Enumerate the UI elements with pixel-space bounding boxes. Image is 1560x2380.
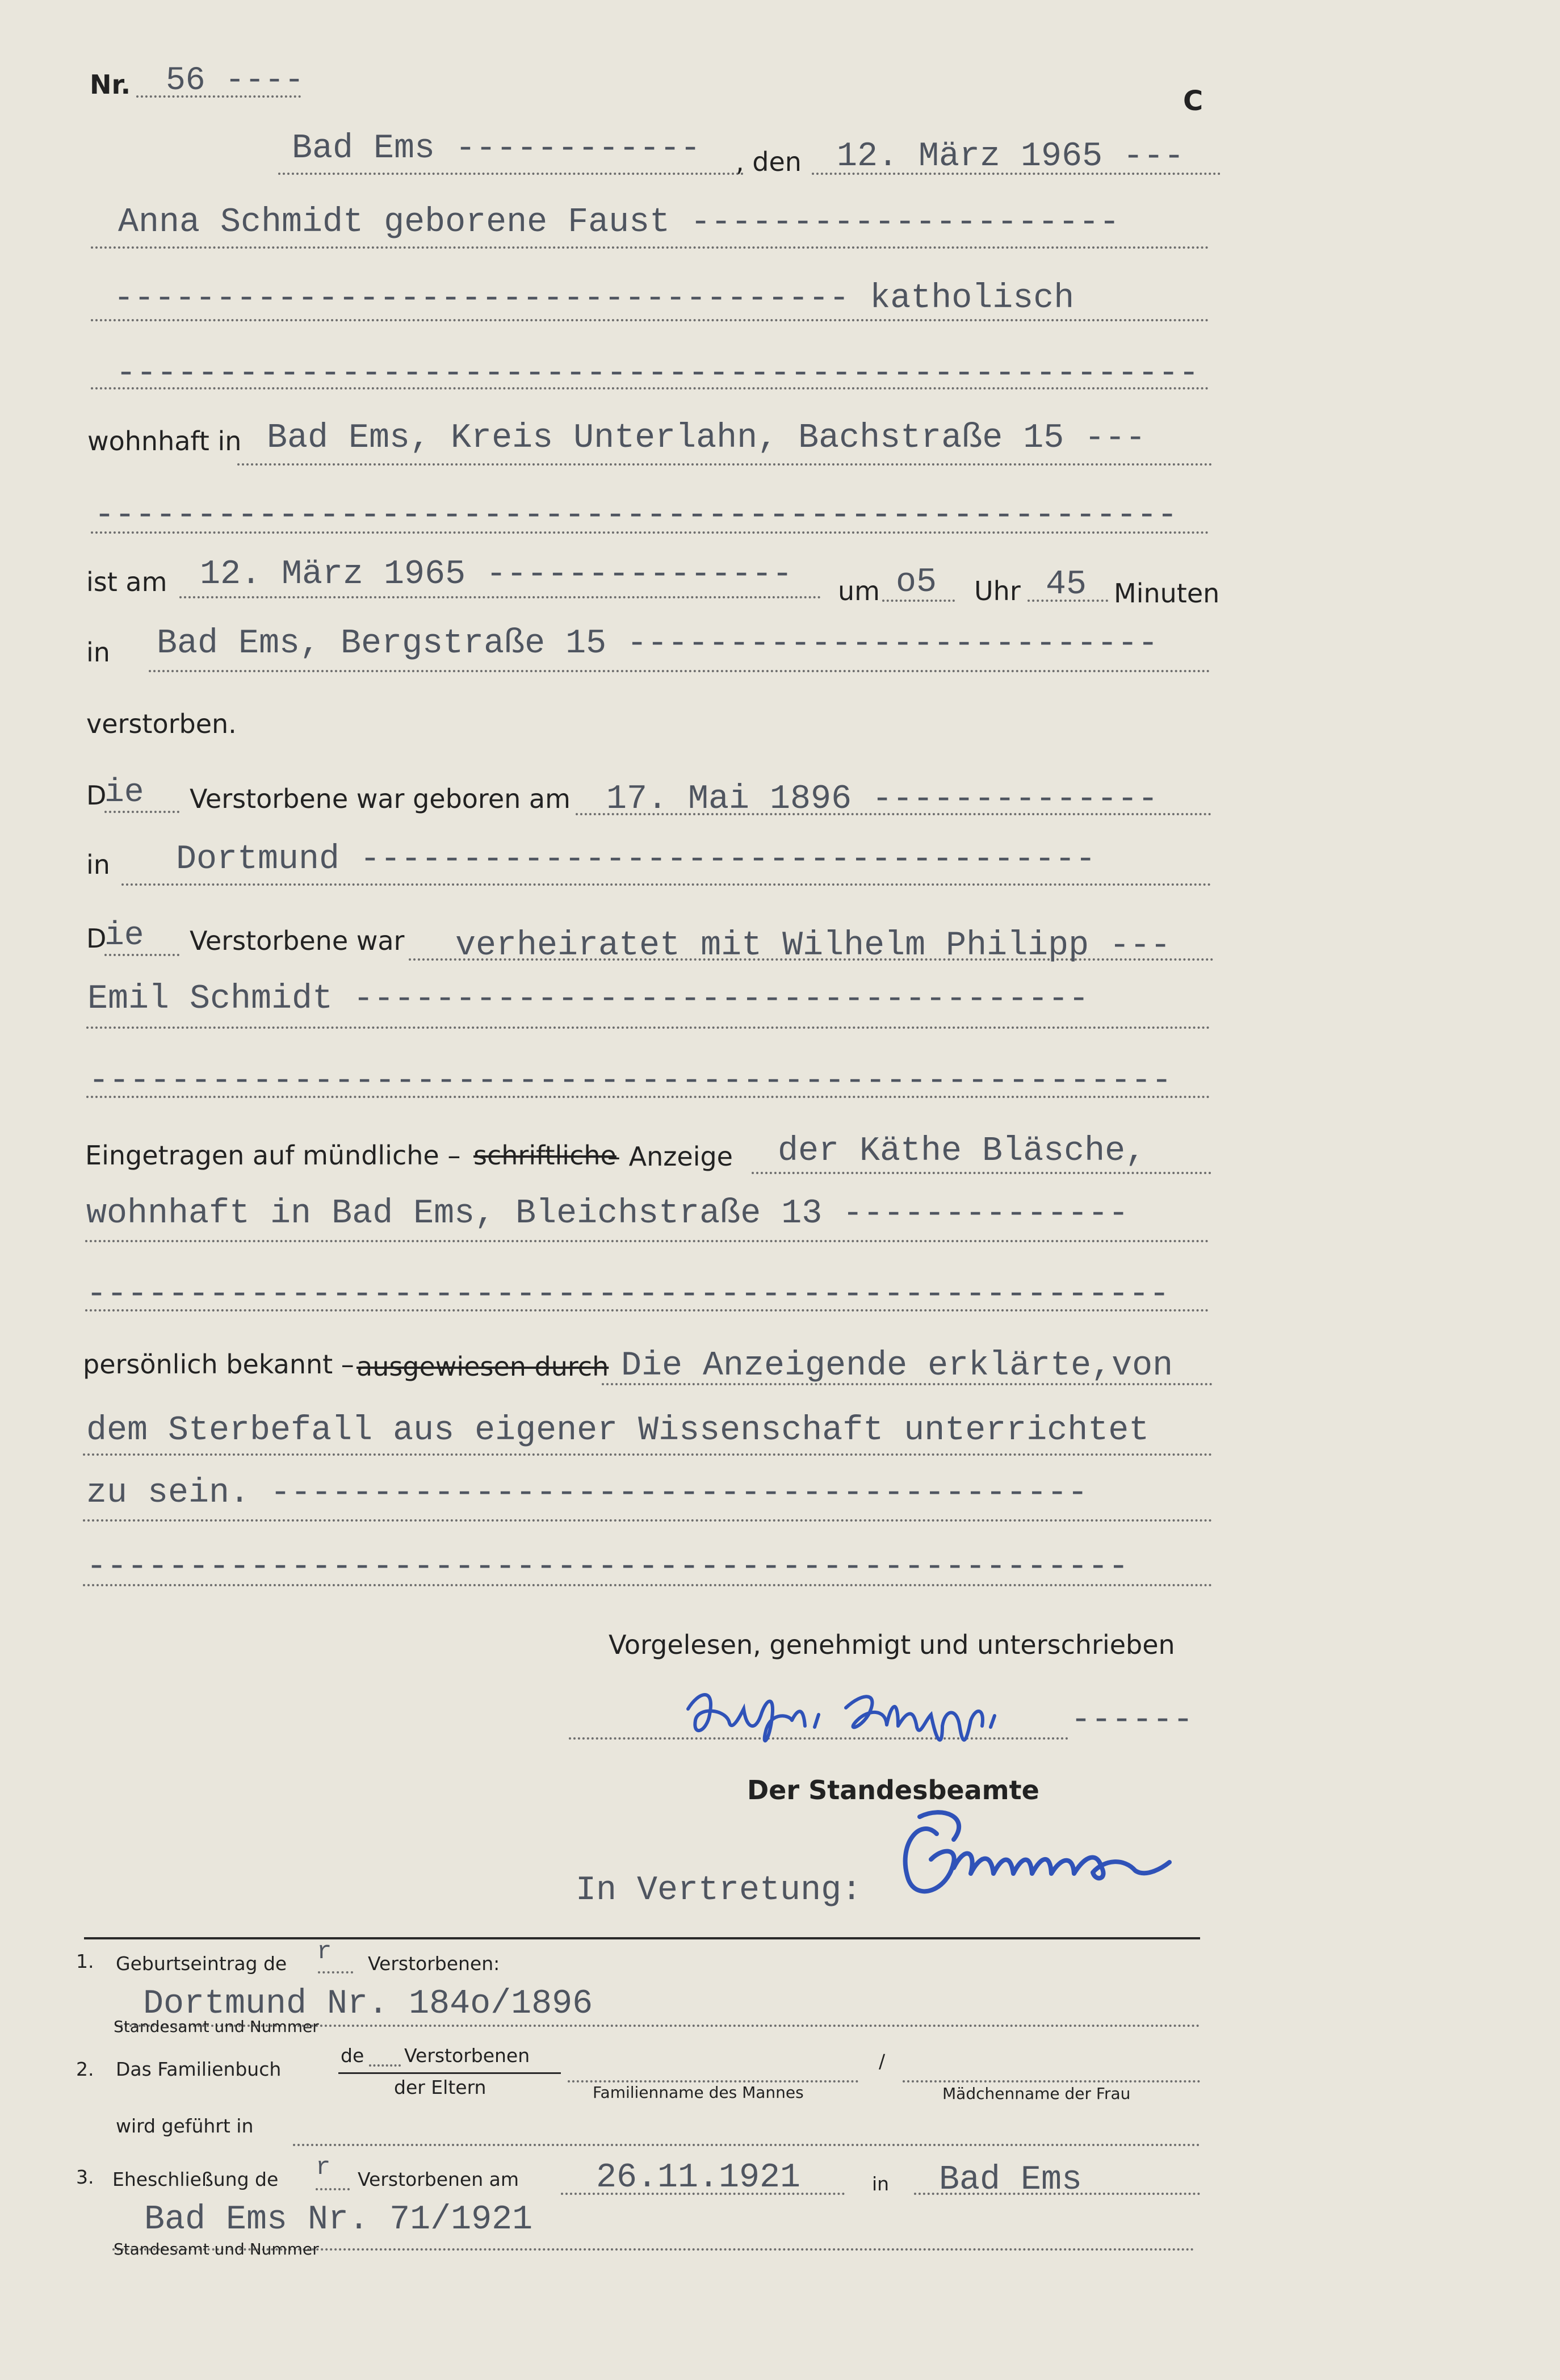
notes-separator-rule (84, 1937, 1200, 1939)
uhr-label: Uhr (974, 576, 1021, 606)
marital-status: verheiratet mit Wilhelm Philipp --- (455, 927, 1171, 965)
identification-statement-1: Die Anzeigende erklärte,von (621, 1347, 1173, 1385)
note1-label-a: Geburtseintrag de (116, 1952, 287, 1975)
note3-caption: Standesamt und Nummer (114, 2240, 319, 2259)
note2-de-dotted (369, 2064, 401, 2067)
note3-in-label: in (872, 2173, 890, 2195)
identification-line3-dotted (83, 1519, 1213, 1522)
note1-caption: Standesamt und Nummer (114, 2017, 319, 2036)
residence-address: Bad Ems, Kreis Unterlahn, Bachstraße 15 --- (267, 419, 1146, 458)
note3-r: r (316, 2153, 331, 2182)
birth-in-label: in (86, 849, 110, 880)
informant-address: wohnhaft in Bad Ems, Bleichstraße 13 -------------- (86, 1195, 1129, 1233)
birth-ie-suffix: ie (104, 774, 144, 811)
address-filler-line: ----------------------------------------------------- (94, 496, 1178, 535)
note1-number: 1. (76, 1950, 94, 1972)
marital-d-prefix: D (86, 923, 107, 954)
name-dotted-line (91, 246, 1209, 249)
note1-r-dotted (318, 1971, 353, 1973)
note2-wird-dotted (293, 2144, 1200, 2146)
informant-name: der Käthe Bläsche, (778, 1132, 1146, 1171)
corner-letter: C (1183, 85, 1203, 117)
birth-ie-dotted (104, 811, 179, 813)
note2-wird: wird geführt in (116, 2115, 254, 2137)
marital-ie-dotted (104, 954, 179, 956)
nr-label: Nr. (90, 69, 131, 100)
deceased-name: Anna Schmidt geborene Faust --------------------- (118, 203, 1120, 242)
birth-d-prefix: D (86, 780, 107, 811)
note2-caption-mann: Familienname des Mannes (593, 2083, 804, 2102)
den-label: , den (736, 146, 802, 177)
note3-marriage-date: 26.11.1921 (596, 2159, 801, 2197)
note2-de: de (341, 2044, 364, 2067)
vertretung-label: In Vertretung: (576, 1871, 862, 1910)
report-label-a: Eingetragen auf mündliche – (85, 1140, 461, 1171)
note2-fraction-rule (338, 2072, 561, 2074)
note2-husband-dotted (568, 2080, 858, 2082)
vorgelesen-text: Vorgelesen, genehmigt und unterschrieben (609, 1629, 1175, 1660)
note2-wife-dotted (903, 2080, 1200, 2082)
death-date: 12. März 1965 --------------- (200, 555, 793, 594)
official-signature (886, 1794, 1192, 1908)
birth-date: 17. Mai 1896 -------------- (606, 780, 1159, 819)
report-label-b: – Anzeige (607, 1141, 733, 1172)
death-place-dotted-line (149, 670, 1210, 672)
note3-marriage-registry: Bad Ems Nr. 71/1921 (144, 2201, 533, 2239)
identification-label-strike: ausgewiesen durch (357, 1351, 609, 1382)
informant-dashes: ------ (1071, 1701, 1194, 1740)
register-place: Bad Ems ------------ (292, 129, 701, 168)
death-hour: o5 (896, 563, 937, 602)
note2-verstorbenen: Verstorbenen (404, 2044, 530, 2067)
note3-r-dotted (316, 2188, 350, 2190)
verstorben-label: verstorben. (86, 709, 237, 739)
marital-label: Verstorbene war (190, 925, 405, 956)
place-dotted-line (278, 173, 744, 175)
note2-caption-frau: Mädchenname der Frau (942, 2084, 1131, 2103)
birth-label: Verstorbene war geboren am (190, 783, 571, 814)
note1-r: r (317, 1938, 332, 1966)
religion-line: ------------------------------------ katholisch (114, 279, 1075, 318)
report-filler-line: ----------------------------------------------------- (86, 1275, 1170, 1314)
note3-label-b: Verstorbenen am (358, 2168, 519, 2190)
note1-label-b: Verstorbenen: (368, 1952, 500, 1975)
report-line2-dotted (85, 1240, 1209, 1242)
ist-am-label: ist am (86, 567, 167, 597)
note2-number: 2. (76, 2058, 94, 2080)
informant-signature (676, 1675, 1039, 1754)
marital-filler-line: ----------------------------------------------------- (89, 1062, 1172, 1100)
name-filler-line: ----------------------------------------------------- (116, 354, 1200, 393)
address-dotted-line (237, 463, 1213, 466)
note2-eltern: der Eltern (394, 2076, 487, 2098)
identification-label-a: persönlich bekannt – (83, 1349, 354, 1380)
um-label: um (838, 576, 880, 606)
minuten-label: Minuten (1114, 578, 1220, 609)
note3-label-a: Eheschließung de (112, 2168, 279, 2190)
note2-slash: / (879, 2050, 886, 2072)
death-date-dotted-line (179, 596, 821, 598)
death-place: Bad Ems, Bergstraße 15 -------------------------- (157, 625, 1159, 663)
birth-place: Dortmund ------------------------------------ (176, 840, 1096, 879)
death-in-label: in (86, 637, 110, 668)
identification-statement-3: zu sein. ---------------------------------------- (86, 1474, 1088, 1512)
note1-birth-registry: Dortmund Nr. 184o/1896 (143, 1985, 593, 2023)
report-label-strike: schriftliche (473, 1140, 617, 1171)
marital-ie-suffix: ie (104, 917, 144, 954)
identification-filler-line: --------------------------------------------------- (86, 1548, 1129, 1586)
report-dotted-line (752, 1172, 1211, 1174)
identification-line2-dotted (83, 1453, 1213, 1456)
name-line2-dotted (91, 319, 1209, 321)
register-date: 12. März 1965 --- (837, 137, 1185, 176)
spouse-name-line: Emil Schmidt ------------------------------------ (87, 980, 1089, 1019)
register-number: 56 ---- (166, 62, 304, 99)
note2-label: Das Familienbuch (116, 2058, 282, 2080)
marital-line2-dotted (86, 1026, 1210, 1029)
standesbeamte-label: Der Standesbeamte (747, 1775, 1039, 1805)
wohnhaft-label: wohnhaft in (87, 426, 242, 456)
note3-number: 3. (76, 2166, 94, 2188)
death-minutes: 45 (1046, 565, 1087, 604)
identification-statement-2: dem Sterbefall aus eigener Wissenschaft unterrichtet (86, 1411, 1150, 1450)
note3-marriage-place: Bad Ems (939, 2161, 1083, 2199)
birth-place-dotted-line (121, 883, 1211, 886)
